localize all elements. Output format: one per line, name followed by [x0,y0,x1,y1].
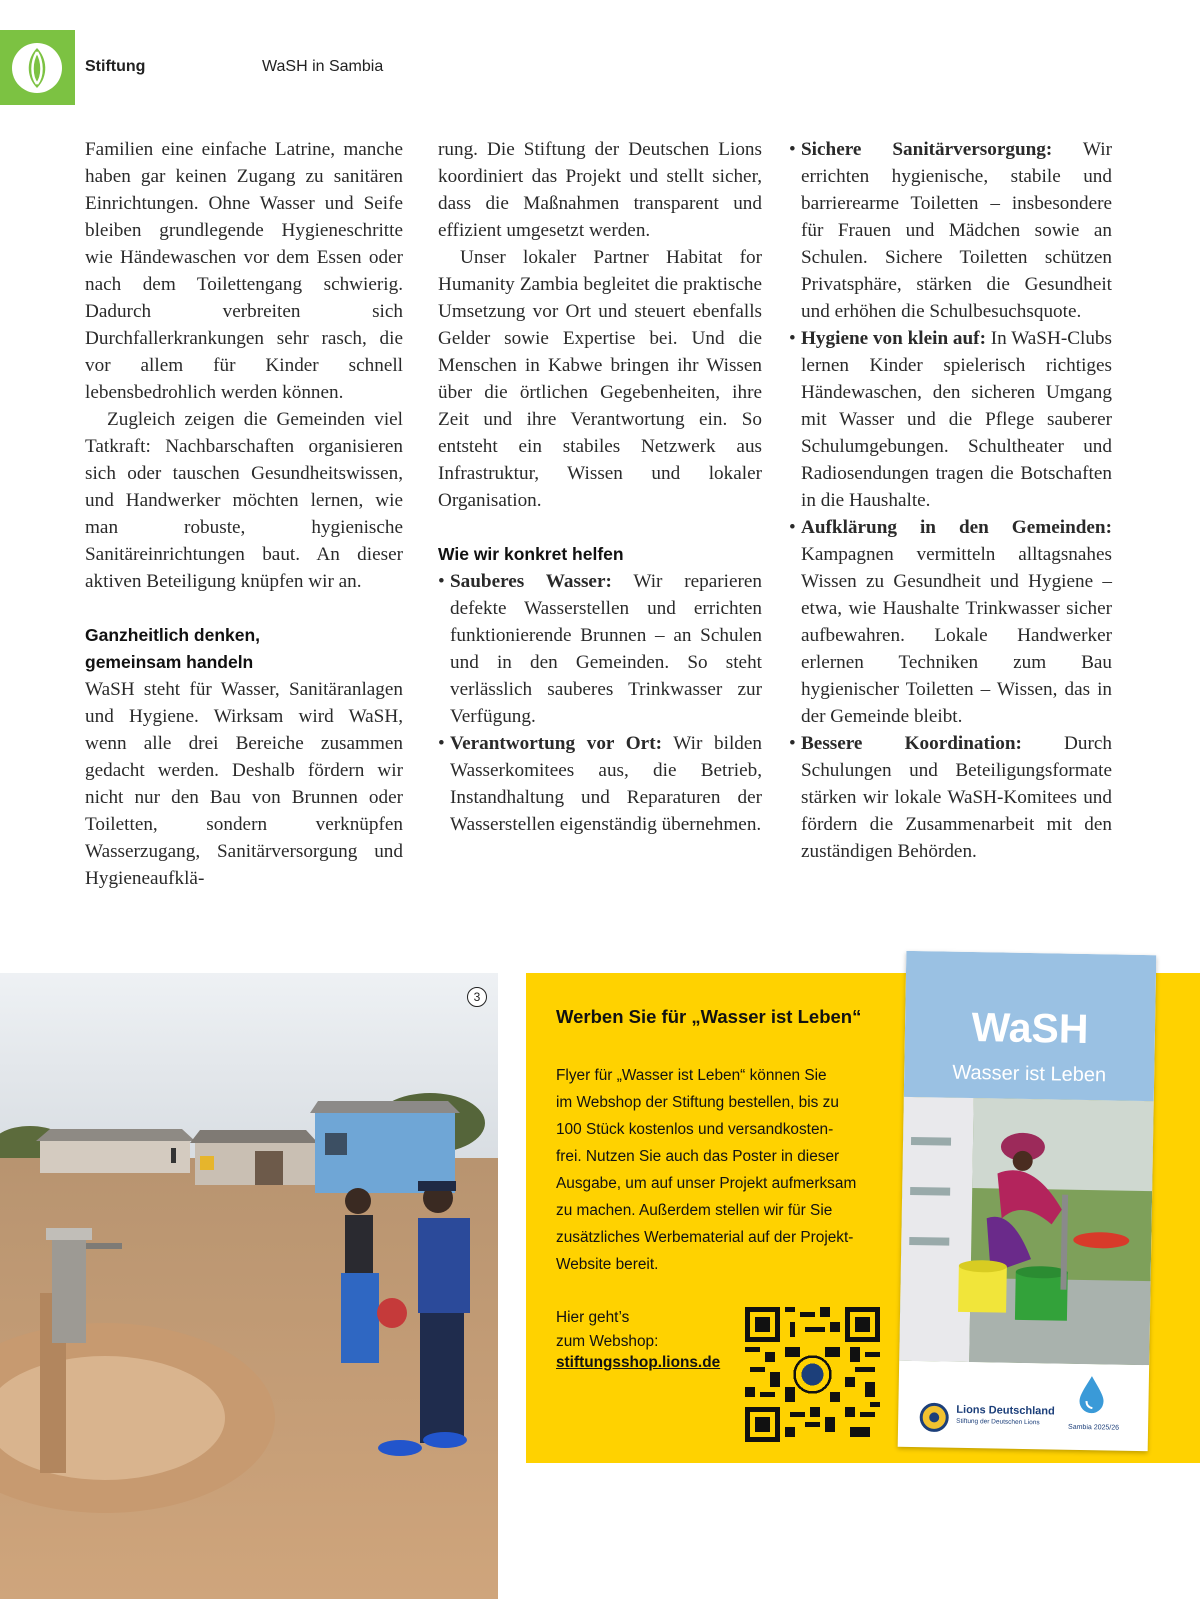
webshop-cta [556,1306,658,1354]
article-column-3 [789,136,1112,865]
flyer-photo [899,1097,1154,1365]
bullet-label: Verantwortung vor Ort: [450,733,662,754]
section-heading [85,622,403,676]
promo-line: 100 Stück kostenlos und versandkosten- [556,1121,834,1138]
list-item [789,514,1112,730]
water-drop-icon [1076,1374,1107,1415]
list-item [789,325,1112,514]
bullet-text: Wir bilden Wasserkomitees aus, die Betrieb, Instandhaltung und Reparaturen der Wasserstellen eigenständig übernehmen. [450,733,762,835]
bullet-list [438,568,762,838]
bullet-text: Durch Schulungen und Beteiligungsformate stärken wir lokale WaSH-Komitees und fördern die Zusammenarbeit mit den zuständigen Behörden. [801,733,1112,862]
qr-code-icon[interactable] [745,1307,880,1442]
section-label: Stiftung [85,58,146,75]
promo-line: zu machen. Außerdem stellen wir für Sie [556,1202,833,1219]
photo-number: 3 [467,987,487,1007]
paragraph: WaSH steht für Wasser, Sanitäranlagen und Hygiene. Wirksam wird WaSH, wenn alle drei Bereiche zusammen gedacht werden. Deshalb fördern wir nicht nur den Bau von Brunnen oder Toiletten, sondern verknüpfen Wasserzugang, Sanitärversorgung und Hygieneaufklä- [85,679,403,889]
promo-line: zusätzliches Werbematerial auf der Projekt- [556,1229,854,1246]
promo-line: im Webshop der Stiftung bestellen, bis zu [556,1094,839,1111]
promo-line: Ausgabe, um auf unser Projekt aufmerksam [556,1175,857,1192]
bullet-icon: • [438,571,445,592]
promo-line: frei. Nutzen Sie auch das Poster in dieser [556,1148,840,1165]
flyer-brand: Lions Deutschland [956,1403,1055,1418]
paragraph: rung. Die Stiftung der Deutschen Lions koordiniert das Projekt und stellt sicher, dass die Maßnahmen transparent und effizient umgesetzt werden. [438,139,762,241]
list-item [789,730,1112,865]
bullet-label: Aufklärung in den Gemeinden: [801,517,1112,538]
cta-line: Hier geht’s [556,1309,630,1326]
heading-line: gemeinsam handeln [85,652,254,672]
section-heading: Wie wir konkret helfen [438,544,624,564]
flyer-preview [898,951,1157,1451]
bullet-text: In WaSH-Clubs lernen Kinder spielerisch richtiges Händewaschen, den sicheren Umgang mit Wasser und die Pflege sauberer Schulumgebungen. Schultheater und Radiosendungen tragen die Botschaften in die Haushalte. [801,328,1112,511]
lions-logo-icon [916,1399,953,1436]
bullet-icon: • [438,733,445,754]
list-item [438,730,762,838]
leaf-icon [9,40,65,96]
webshop-link[interactable]: stiftungsshop.lions.de [556,1354,721,1371]
bullet-label: Hygiene von klein auf: [801,328,986,349]
header-logo [0,30,75,105]
article-column-1 [85,136,403,892]
bullet-text: Wir errichten hygienische, stabile und barrierearme Toiletten – insbesondere für Frauen und Mädchen sowie an Schulen. Sichere Toiletten schützen Privatsphäre, stärken die Gesundheit und erhöhen die Schulbesuchsquote. [801,139,1112,322]
bullet-icon: • [789,139,796,160]
promo-line: Flyer für „Wasser ist Leben“ können Sie [556,1067,827,1084]
flyer-title: WaSH [971,1004,1089,1053]
bullet-icon: • [789,328,796,349]
bullet-label: Sichere Sanitärversorgung: [801,139,1053,160]
bullet-icon: • [789,733,796,754]
bullet-list [789,136,1112,865]
bullet-text: Wir reparieren defekte Wasserstellen und errichten funktionierende Brunnen – an Schulen und in den Gemeinden. So steht verlässlich sauberes Trinkwasser zur Verfügung. [450,571,763,727]
list-item [438,568,762,730]
cta-line: zum Webshop: [556,1333,659,1350]
paragraph: Familien eine einfache Latrine, manche haben gar keinen Zugang zu sanitären Einrichtungen. Ohne Wasser und Seife bleiben grundlegende Hygieneschritte wie Händewaschen vor dem Essen oder nach dem Toilettengang schwierig. Dadurch verbreiten sich Durchfallerkrankungen sehr rasch, die vor allem für Kinder schnell lebensbedrohlich werden können. [85,139,403,403]
bullet-icon: • [789,517,796,538]
article-photo [0,973,498,1599]
promo-line: Website bereit. [556,1256,659,1273]
promo-title: Werben Sie für „Wasser ist Leben“ [556,1006,862,1027]
heading-line: Ganzheitlich denken, [85,625,261,645]
bullet-label: Sauberes Wasser: [450,571,612,592]
paragraph: Unser lokaler Partner Habitat for Humanity Zambia begleitet die praktische Umsetzung vor Ort und steuert ebenfalls Gelder sowie Expertise bei. Und die Menschen in Kabwe bringen ihr Wissen über die örtlichen Gegebenheiten, ihre Zeit und ihre Verantwortung ein. So entsteht ein stabiles Netzwerk aus Infrastruktur, Wissen und lokaler Organisation. [438,247,762,511]
bullet-text: Kampagnen vermitteln alltagsnahes Wissen zu Gesundheit und Hygiene – etwa, wie Haushalte Trinkwasser sicher aufbewahren. Lokale Handwerker erlernen Techniken zum Bau hygienischer Toiletten – Wissen, das in der Gemeinde bleibt. [801,544,1112,727]
paragraph: Zugleich zeigen die Gemeinden viel Tatkraft: Nachbarschaften organisieren sich oder tauschen Gesundheitswissen, und Handwerker möchten lernen, wie man robuste, hygienische Sanitäreinrichtungen baut. An dieser aktiven Beteiligung knüpfen wir an. [85,409,403,592]
article-column-2 [438,136,762,838]
bullet-label: Bessere Koordination: [801,733,1022,754]
promo-body [556,1062,901,1278]
flyer-subtitle: Wasser ist Leben [952,1061,1107,1087]
topic-label: WaSH in Sambia [262,58,384,75]
flyer-year: Sambia 2025/26 [1067,1423,1120,1432]
flyer-brand-sub: Stiftung der Deutschen Lions [956,1417,1040,1427]
list-item [789,136,1112,325]
